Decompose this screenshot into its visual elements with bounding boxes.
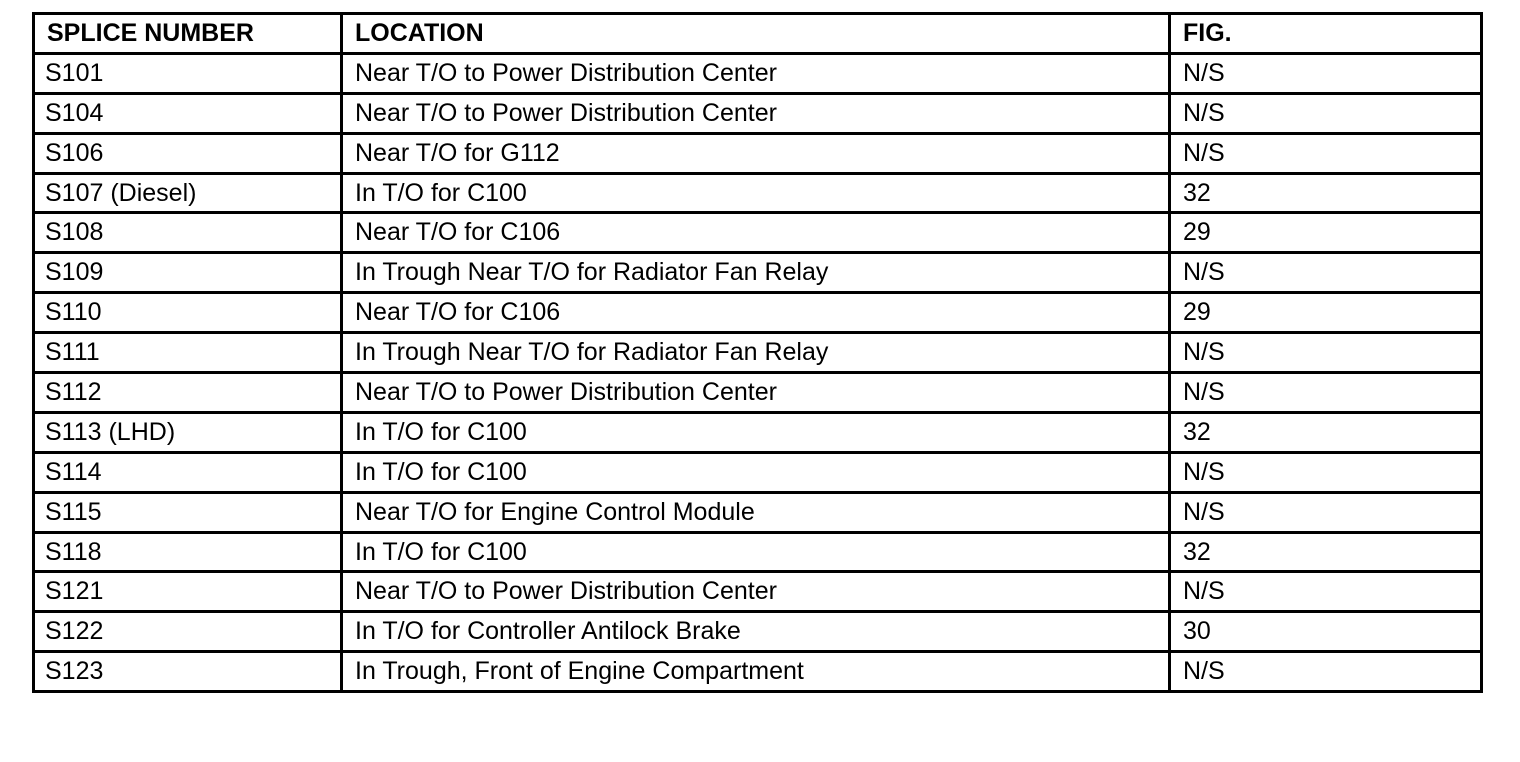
cell-location: Near T/O to Power Distribution Center xyxy=(342,53,1170,93)
table-row xyxy=(34,293,1482,333)
cell-splice-number: S106 xyxy=(34,133,342,173)
cell-splice-number: S113 (LHD) xyxy=(34,412,342,452)
cell-splice-number: S118 xyxy=(34,532,342,572)
table-row xyxy=(34,412,1482,452)
table-header-row xyxy=(34,14,1482,54)
cell-splice-number: S101 xyxy=(34,53,342,93)
header-fig: FIG. xyxy=(1170,14,1482,54)
table-row xyxy=(34,532,1482,572)
table-row xyxy=(34,173,1482,213)
cell-location: In T/O for C100 xyxy=(342,173,1170,213)
cell-fig: 32 xyxy=(1170,412,1482,452)
table-row xyxy=(34,93,1482,133)
cell-location: Near T/O for C106 xyxy=(342,213,1170,253)
cell-splice-number: S110 xyxy=(34,293,342,333)
cell-splice-number: S121 xyxy=(34,572,342,612)
cell-location: Near T/O to Power Distribution Center xyxy=(342,93,1170,133)
cell-location: Near T/O to Power Distribution Center xyxy=(342,572,1170,612)
table-row xyxy=(34,333,1482,373)
cell-fig: N/S xyxy=(1170,333,1482,373)
cell-fig: N/S xyxy=(1170,53,1482,93)
cell-splice-number: S108 xyxy=(34,213,342,253)
cell-splice-number: S112 xyxy=(34,373,342,413)
cell-fig: 30 xyxy=(1170,612,1482,652)
table-body xyxy=(34,53,1482,691)
cell-location: Near T/O for Engine Control Module xyxy=(342,492,1170,532)
cell-fig: N/S xyxy=(1170,373,1482,413)
cell-fig: N/S xyxy=(1170,572,1482,612)
header-splice-number: SPLICE NUMBER xyxy=(34,14,342,54)
table-row xyxy=(34,572,1482,612)
table-row xyxy=(34,133,1482,173)
header-location: LOCATION xyxy=(342,14,1170,54)
cell-splice-number: S122 xyxy=(34,612,342,652)
cell-fig: N/S xyxy=(1170,452,1482,492)
cell-fig: N/S xyxy=(1170,652,1482,692)
cell-fig: N/S xyxy=(1170,93,1482,133)
cell-splice-number: S115 xyxy=(34,492,342,532)
cell-fig: 32 xyxy=(1170,173,1482,213)
cell-splice-number: S107 (Diesel) xyxy=(34,173,342,213)
table-row xyxy=(34,492,1482,532)
table-row xyxy=(34,53,1482,93)
cell-fig: N/S xyxy=(1170,133,1482,173)
cell-splice-number: S109 xyxy=(34,253,342,293)
cell-location: In Trough Near T/O for Radiator Fan Relay xyxy=(342,253,1170,293)
cell-location: In T/O for C100 xyxy=(342,532,1170,572)
cell-fig: 32 xyxy=(1170,532,1482,572)
splice-location-table xyxy=(32,12,1483,693)
cell-fig: 29 xyxy=(1170,213,1482,253)
table-row xyxy=(34,652,1482,692)
cell-splice-number: S123 xyxy=(34,652,342,692)
cell-location: In Trough, Front of Engine Compartment xyxy=(342,652,1170,692)
cell-location: In T/O for C100 xyxy=(342,412,1170,452)
cell-fig: N/S xyxy=(1170,253,1482,293)
cell-location: Near T/O for C106 xyxy=(342,293,1170,333)
cell-splice-number: S111 xyxy=(34,333,342,373)
cell-location: Near T/O for G112 xyxy=(342,133,1170,173)
cell-splice-number: S104 xyxy=(34,93,342,133)
cell-fig: N/S xyxy=(1170,492,1482,532)
table-row xyxy=(34,612,1482,652)
cell-location: In T/O for C100 xyxy=(342,452,1170,492)
table-row xyxy=(34,253,1482,293)
cell-splice-number: S114 xyxy=(34,452,342,492)
cell-fig: 29 xyxy=(1170,293,1482,333)
table-row xyxy=(34,213,1482,253)
table-row xyxy=(34,373,1482,413)
cell-location: Near T/O to Power Distribution Center xyxy=(342,373,1170,413)
cell-location: In Trough Near T/O for Radiator Fan Relay xyxy=(342,333,1170,373)
cell-location: In T/O for Controller Antilock Brake xyxy=(342,612,1170,652)
table-row xyxy=(34,452,1482,492)
